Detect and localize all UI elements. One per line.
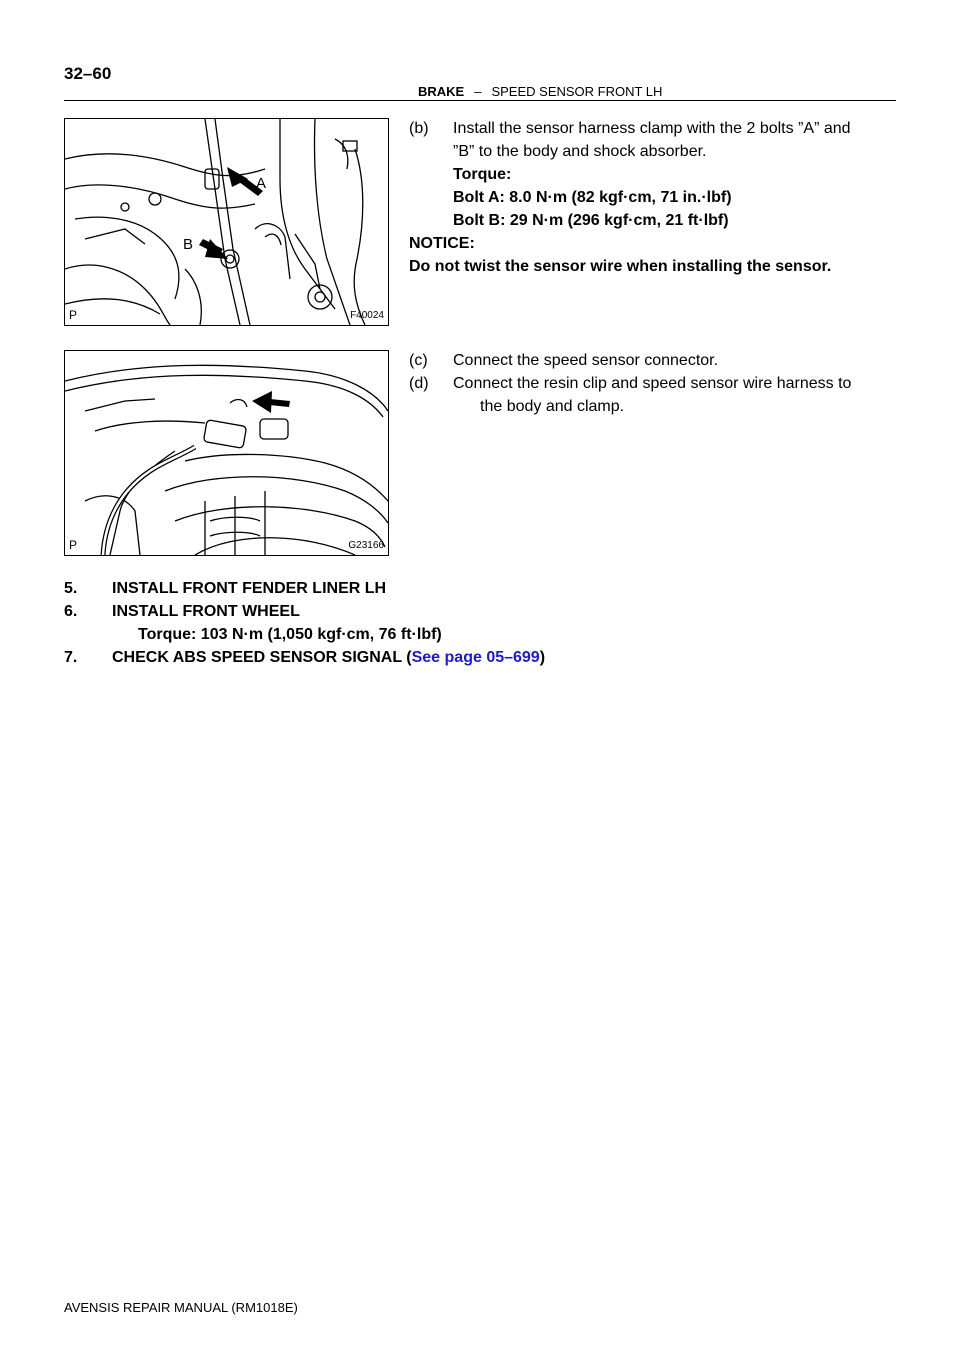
see-page-link[interactable]: See page 05–699	[411, 649, 540, 666]
callout-b: B	[183, 236, 194, 253]
torque-label: Torque:	[453, 166, 512, 183]
figure-code: F40024	[350, 310, 384, 321]
header-rule	[64, 100, 896, 101]
step-d-marker: (d)	[409, 375, 429, 392]
figure-p-label: P	[69, 308, 78, 322]
figure-code: G23166	[348, 540, 384, 551]
callout-arrows-2	[252, 391, 290, 413]
arrow-clip	[269, 399, 290, 407]
connector-illustration	[65, 351, 388, 555]
step-d-line2: the body and clamp.	[480, 398, 625, 415]
step-6-number: 6.	[64, 603, 78, 620]
step-b-line2: ”B” to the body and shock absorber.	[453, 143, 707, 160]
step-c-marker: (c)	[409, 352, 428, 369]
step-b-line1: Install the sensor harness clamp with the 2 bolts ”A” and	[453, 120, 851, 137]
step-7-number: 7.	[64, 649, 78, 666]
header-dash: –	[474, 84, 482, 99]
figure-p-label: P	[69, 538, 78, 552]
notice-label: NOTICE:	[409, 235, 475, 252]
topic-name: SPEED SENSOR FRONT LH	[491, 84, 663, 99]
arrow-clip-head	[252, 391, 272, 413]
callout-arrows	[199, 167, 263, 259]
page-number: 32–60	[64, 64, 112, 83]
bolt-b-torque: Bolt B: 29 N·m (296 kgf·cm, 21 ft·lbf)	[453, 212, 729, 229]
step-b-marker: (b)	[409, 120, 429, 137]
step-7-line	[112, 647, 545, 669]
step-5-text: INSTALL FRONT FENDER LINER LH	[112, 580, 387, 597]
step-c-text: Connect the speed sensor connector.	[453, 352, 719, 369]
notice-text: Do not twist the sensor wire when installing the sensor.	[409, 258, 832, 275]
section-name: BRAKE	[418, 84, 465, 99]
step-7-text: CHECK ABS SPEED SENSOR SIGNAL (	[112, 649, 412, 666]
footer-manual-id: AVENSIS REPAIR MANUAL (RM1018E)	[64, 1300, 298, 1315]
figure-bolt-install	[64, 118, 389, 326]
step-5-number: 5.	[64, 580, 78, 597]
figure-connector	[64, 350, 389, 556]
callout-a: A	[256, 175, 267, 192]
step-7-close-paren: )	[539, 649, 546, 666]
bolt-a-torque: Bolt A: 8.0 N·m (82 kgf·cm, 71 in.·lbf)	[453, 189, 732, 206]
step-6-text: INSTALL FRONT WHEEL	[112, 603, 300, 620]
step-d-line1: Connect the resin clip and speed sensor wire harness to	[453, 375, 852, 392]
bolt-install-illustration	[65, 119, 388, 325]
step-6-torque: Torque: 103 N·m (1,050 kgf·cm, 76 ft·lbf)	[138, 626, 442, 643]
section-header	[418, 84, 662, 99]
